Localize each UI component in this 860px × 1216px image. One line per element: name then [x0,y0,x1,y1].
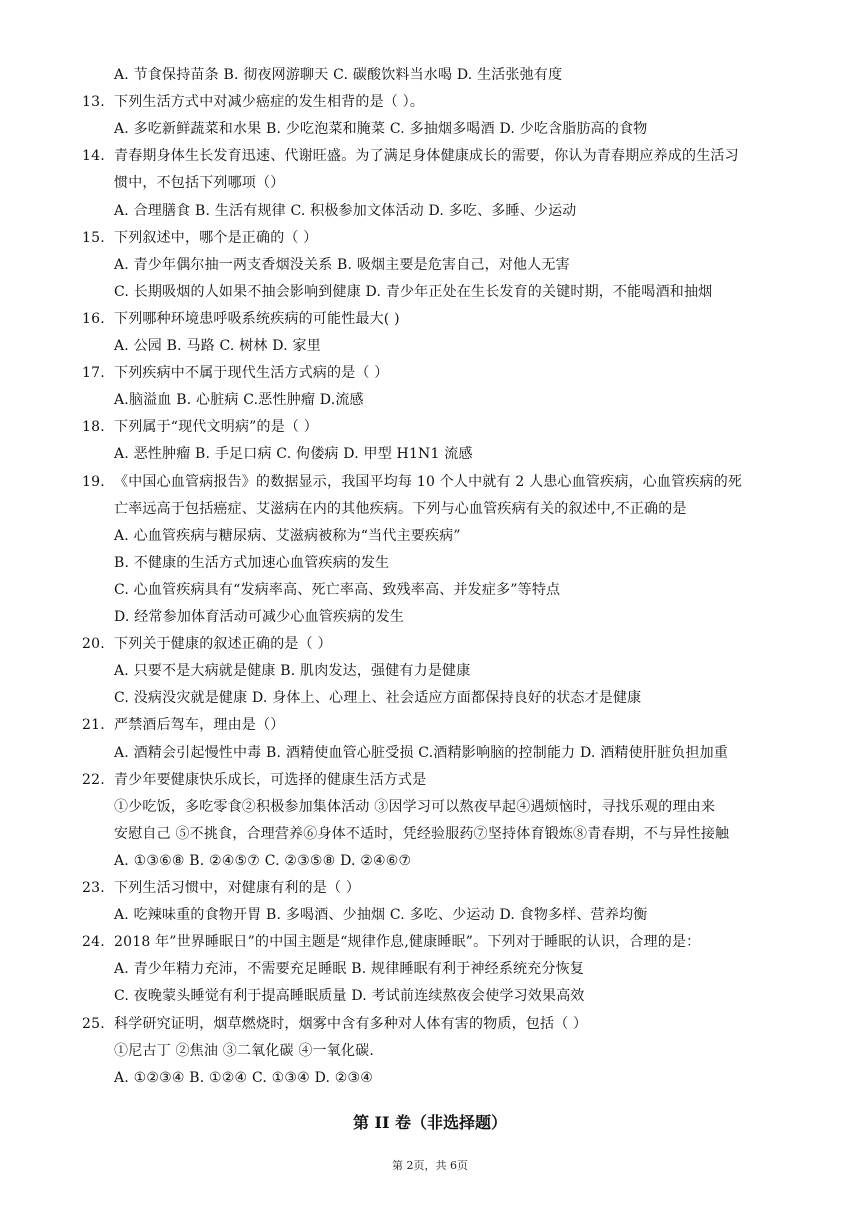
question-number: 19. [82,473,105,490]
answer-options: A.脑溢血 B. 心脏病 C.恶性肿瘤 D.流感 [114,392,364,409]
question-text: 下列疾病中不属于现代生活方式病的是（ ） [114,365,389,382]
question-number: 20. [82,636,105,653]
answer-options: A. 青少年精力充沛，不需要充足睡眠 B. 规律睡眠有利于神经系统充分恢复 [114,961,585,978]
answer-options: A. 酒精会引起慢性中毒 B. 酒精使血管心脏受损 C.酒精影响脑的控制能力 D. 酒精使肝脏负担加重 [114,744,729,761]
answer-options: C. 夜晚蒙头睡觉有利于提高睡眠质量 D. 考试前连续熬夜会使学习效果高效 [114,988,585,1005]
question-text-continued: ①尼古丁 ②焦油 ③二氧化碳 ④一氧化碳. [114,1042,374,1059]
page-footer: 第 2页，共 6页 [392,1159,468,1172]
answer-options: C. 心血管疾病具有“发病率高、死亡率高、致残率高、并发症多”等特点 [114,581,561,598]
question-text: 《中国心血管病报告》的数据显示，我国平均每 10 个人中就有 2 人患心血管疾病，心血管疾病的死 [114,473,743,490]
question-text: 下列生活方式中对减少癌症的发生相背的是（ ）。 [114,94,425,111]
question-text: 下列属于“现代文明病”的是（ ） [114,419,318,436]
question-number: 13. [82,94,105,111]
answer-options: A. 青少年偶尔抽一两支香烟没关系 B. 吸烟主要是危害自己，对他人无害 [114,256,570,273]
question-number: 15. [82,229,105,246]
answer-options: A. 恶性肿瘤 B. 手足口病 C. 佝偻病 D. 甲型 H1N1 流感 [114,446,473,463]
answer-options: A. ①③⑥⑧ B. ②④⑤⑦ C. ②③⑤⑧ D. ②④⑥⑦ [114,852,412,869]
answer-options: A. 吃辣味重的食物开胃 B. 多喝酒、少抽烟 C. 多吃、少运动 D. 食物多样、营养均衡 [114,907,648,924]
question-text: 下列关于健康的叙述正确的是（ ） [114,636,332,653]
answer-options: C. 长期吸烟的人如果不抽会影响到健康 D. 青少年正处在生长发育的关键时期，不能喝酒和抽烟 [114,283,713,300]
question-number: 25. [82,1015,105,1032]
question-text: 严禁酒后驾车，理由是（） [114,717,285,734]
answer-options: B. 不健康的生活方式加速心血管疾病的发生 [114,554,390,571]
question-text: 科学研究证明，烟草燃烧时，烟雾中含有多种对人体有害的物质，包括（ ） [114,1015,588,1032]
question-number: 24. [82,934,105,951]
answer-options: A. 节食保持苗条 B. 彻夜网游聊天 C. 碳酸饮料当水喝 D. 生活张弛有度 [114,67,563,83]
answer-options: D. 经常参加体育活动可减少心血管疾病的发生 [114,609,405,625]
answer-options: A. 合理膳食 B. 生活有规律 C. 积极参加文体活动 D. 多吃、多睡、少运动 [114,202,577,219]
question-number: 14. [82,148,105,165]
question-text-continued: ①少吃饭，多吃零食②积极参加集体活动 ③因学习可以熬夜早起④遇烦恼时，寻找乐观的理由来 [114,798,716,815]
question-text-continued: 亡率远高于包括癌症、艾滋病在内的其他疾病。下列与心血管疾病有关的叙述中,不正确的是 [114,500,687,517]
question-number: 18. [82,419,105,436]
question-text: 青少年要健康快乐成长，可选择的健康生活方式是 [114,771,427,788]
answer-options: C. 没病没灾就是健康 D. 身体上、心理上、社会适应方面都保持良好的状态才是健康 [114,690,642,707]
answer-options: A. ①②③④ B. ①②④ C. ①③④ D. ②③④ [114,1069,374,1086]
question-number: 16. [82,310,105,327]
answer-options: A. 心血管疾病与糖尿病、艾滋病被称为“当代主要疾病” [114,527,461,544]
section-title: 第 II 卷（非选择题） [352,1113,508,1132]
question-text: 下列叙述中，哪个是正确的（ ） [114,229,318,246]
answer-options: A. 多吃新鲜蔬菜和水果 B. 少吃泡菜和腌菜 C. 多抽烟多喝酒 D. 少吃含脂肪高的食物 [114,121,648,138]
question-number: 22. [82,771,105,788]
answer-options: A. 公园 B. 马路 C. 树林 D. 家里 [114,338,321,354]
question-text: 下列哪种环境患呼吸系统疾病的可能性最大( ) [114,310,400,327]
question-text: 青春期身体生长发育迅速、代谢旺盛。为了满足身体健康成长的需要，你认为青春期应养成的生活习 [114,148,739,165]
question-text: 2018 年”世界睡眠日”的中国主题是“规律作息,健康睡眠”。下列对于睡眠的认识，合理的是： [114,934,701,951]
question-text-continued: 惯中，不包括下列哪项（） [114,175,285,192]
question-number: 23. [82,880,105,896]
question-number: 17. [82,365,105,382]
question-number: 21. [82,717,105,734]
question-text-continued: 安慰自己 ⑤不挑食，合理营养⑥身体不适时，凭经验服药⑦坚持体育锻炼⑧青春期，不与异性接触 [114,825,730,842]
answer-options: A. 只要不是大病就是健康 B. 肌肉发达，强健有力是健康 [114,663,471,680]
question-text: 下列生活习惯中，对健康有利的是（ ） [114,880,361,896]
